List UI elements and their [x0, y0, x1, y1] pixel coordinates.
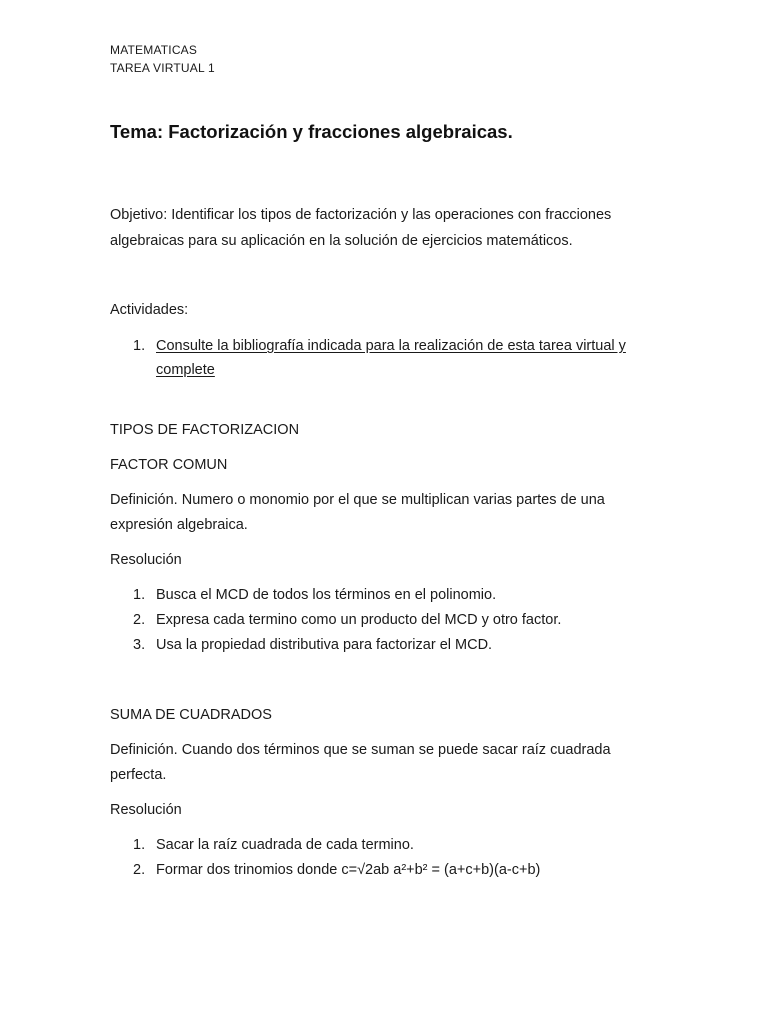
factor-comun-step-number: 2.	[133, 612, 146, 628]
activity-number: 1.	[133, 338, 146, 354]
objective-line-1: Objetivo: Identificar los tipos de factorización y las operaciones con fracciones	[110, 207, 612, 223]
suma-cuadrados-resolution-heading: Resolución	[110, 802, 182, 818]
document-title: Tema: Factorización y fracciones algebraicas.	[110, 121, 513, 142]
suma-cuadrados-definition-line-2: perfecta.	[110, 767, 167, 783]
factor-comun-definition-line-2: expresión algebraica.	[110, 517, 248, 533]
activity-line-1: Consulte la bibliografía indicada para la realización de esta tarea virtual y	[156, 338, 626, 354]
factor-comun-heading: FACTOR COMUN	[110, 457, 228, 473]
suma-cuadrados-step: Sacar la raíz cuadrada de cada termino.	[156, 837, 414, 853]
factor-comun-step: Usa la propiedad distributiva para factorizar el MCD.	[156, 637, 493, 653]
header-subject: MATEMATICAS	[110, 43, 198, 57]
factor-comun-definition-line-1: Definición. Numero o monomio por el que se multiplican varias partes de una	[110, 492, 605, 508]
section-heading: TIPOS DE FACTORIZACION	[110, 422, 300, 438]
objective-line-2: algebraicas para su aplicación en la solución de ejercicios matemáticos.	[110, 233, 573, 249]
activity-line-2: complete	[156, 362, 215, 378]
factor-comun-step-number: 3.	[133, 637, 146, 653]
suma-cuadrados-heading: SUMA DE CUADRADOS	[110, 707, 272, 723]
suma-cuadrados-step-number: 2.	[133, 862, 146, 878]
factor-comun-step-number: 1.	[133, 587, 146, 603]
header-assignment: TAREA VIRTUAL 1	[110, 61, 215, 75]
factor-comun-resolution-heading: Resolución	[110, 552, 182, 568]
factor-comun-step: Busca el MCD de todos los términos en el polinomio.	[156, 587, 497, 603]
suma-cuadrados-formula-step: Formar dos trinomios donde c=√2ab a²+b² = (a+c+b)(a-c+b)	[156, 862, 541, 878]
suma-cuadrados-step-number: 1.	[133, 837, 146, 853]
activities-heading: Actividades:	[110, 302, 189, 318]
factor-comun-step: Expresa cada termino como un producto del MCD y otro factor.	[156, 612, 562, 628]
suma-cuadrados-definition-line-1: Definición. Cuando dos términos que se suman se puede sacar raíz cuadrada	[110, 742, 611, 758]
